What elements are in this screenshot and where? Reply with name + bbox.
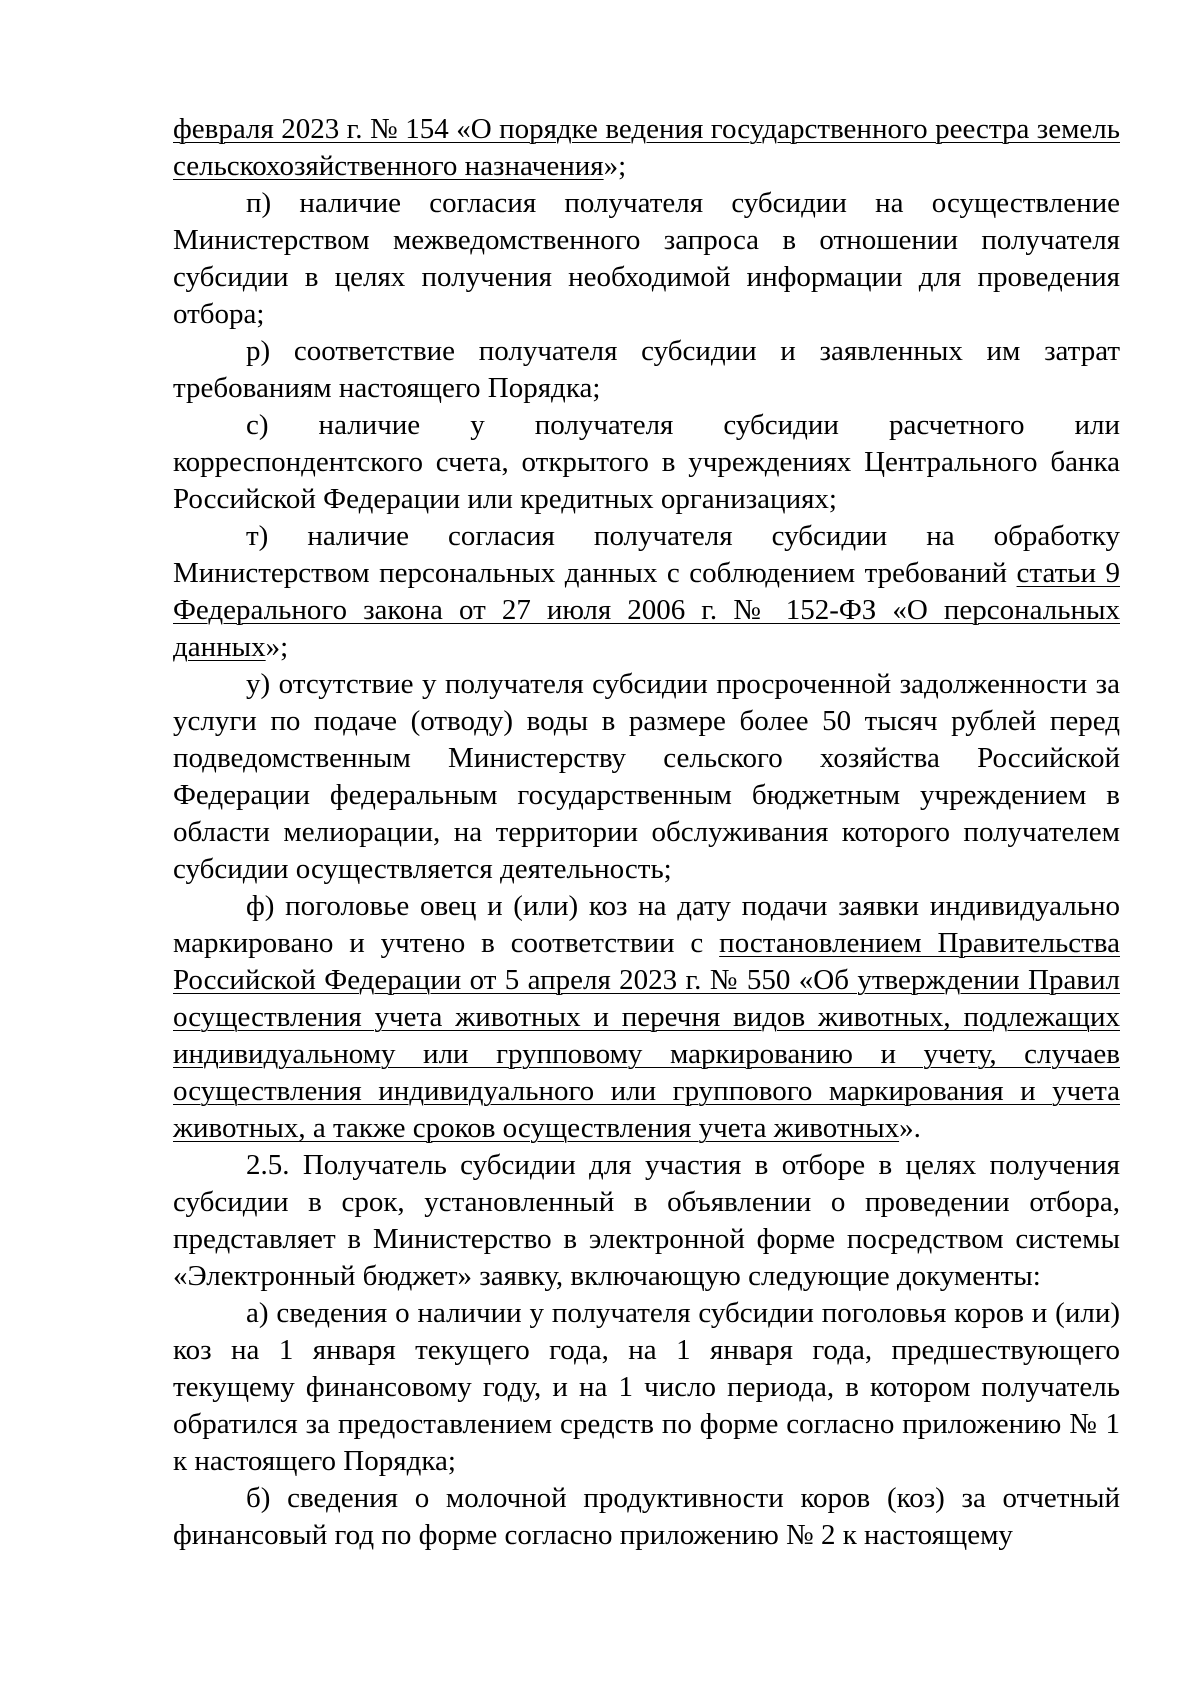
link-registry-decree[interactable]: февраля 2023 г. № 154 «О порядке ведения государственного реестра земель сельскохозяйственного назначения (173, 113, 1120, 182)
text-segment: ф) поголовье овец и (или) коз на дату подачи заявки индивидуально маркировано и учтено в соответствии с (173, 890, 1120, 959)
link-personal-data-law[interactable]: статьи 9 Федерального закона от 27 июля 2006 г. № 152-ФЗ «О персональных данных (173, 557, 1120, 663)
paragraph-item-t (173, 518, 1120, 666)
paragraph-item-a (173, 1295, 1120, 1480)
text-segment: б) сведения о молочной продуктивности коров (коз) за отчетный финансовый год по форме согласно приложению № 2 к настоящему (173, 1482, 1120, 1551)
paragraph-item-u (173, 666, 1120, 888)
text-segment: 2.5. Получатель субсидии для участия в отборе в целях получения субсидии в срок, установленный в объявлении о проведении отбора, представляет в Министерство в электронной форме посредством системы «Электронный бюджет» заявку, включающую следующие документы: (173, 1149, 1120, 1292)
paragraph-item-s (173, 407, 1120, 518)
text-segment: т) наличие согласия получателя субсидии на обработку Министерством персональных данных с соблюдением требований (173, 520, 1120, 589)
paragraph-item-p (173, 185, 1120, 333)
link-animal-accounting-decree[interactable]: постановлением Правительства Российской Федерации от 5 апреля 2023 г. № 550 «Об утверждении Правил осуществления учета животных и перечня видов животных, подлежащих индивидуальному или групповому маркированию и учету, случаев осуществления индивидуального или группового маркирования и учета животных, а также сроков осуществления учета животных (173, 927, 1120, 1144)
text-segment: »; (603, 150, 627, 182)
text-segment: а) сведения о наличии у получателя субсидии поголовья коров и (или) коз на 1 января текущего года, на 1 января года, предшествующего текущему финансовому году, и на 1 число периода, в котором получатель обратился за предоставлением средств по форме согласно приложению № 1 к настоящего Порядка; (173, 1297, 1120, 1477)
paragraph-item-r (173, 333, 1120, 407)
text-segment: п) наличие согласия получателя субсидии на осуществление Министерством межведомственного запроса в отношении получателя субсидии в целях получения необходимой информации для проведения отбора; (173, 187, 1120, 330)
text-segment: ». (899, 1112, 921, 1144)
text-segment: р) соответствие получателя субсидии и заявленных им затрат требованиям настоящего Порядка; (173, 335, 1120, 404)
text-segment: »; (265, 631, 289, 663)
paragraph-item-b (173, 1480, 1120, 1554)
text-segment: у) отсутствие у получателя субсидии просроченной задолженности за услуги по подаче (отводу) воды в размере более 50 тысяч рублей перед подведомственным Министерству сельского хозяйства Российской Федерации федеральным государственным бюджетным учреждением в области мелиорации, на территории обслуживания которого получателем субсидии осуществляется деятельность; (173, 668, 1120, 885)
text-segment: с) наличие у получателя субсидии расчетного или корреспондентского счета, открытого в учреждениях Центрального банка Российской Федерации или кредитных организациях; (173, 409, 1120, 515)
paragraph-section-2-5 (173, 1147, 1120, 1295)
paragraph-item-f (173, 888, 1120, 1147)
document-body (173, 111, 1120, 1554)
paragraph-registry-reference (173, 111, 1120, 185)
